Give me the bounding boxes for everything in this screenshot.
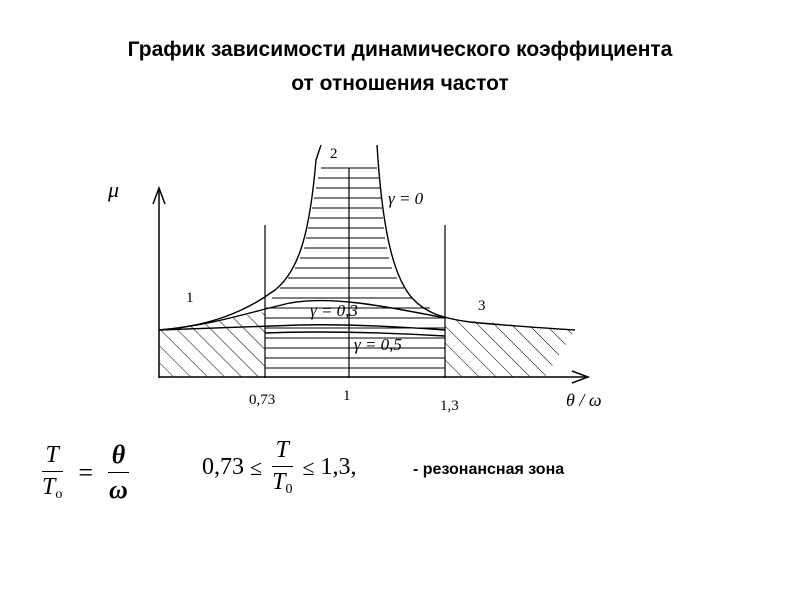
le-sign-1: ≤ bbox=[250, 454, 263, 480]
y-axis-label: μ bbox=[108, 177, 120, 202]
x-tick-label-0-73: 0,73 bbox=[249, 392, 276, 408]
region-label-1: 1 bbox=[186, 290, 194, 306]
period-denominator: $T_o$ bbox=[42, 474, 63, 502]
range-fraction bbox=[268, 437, 296, 498]
frequency-ratio-fraction bbox=[105, 440, 132, 505]
right-hatched-region bbox=[445, 318, 575, 377]
region-label-2: 2 bbox=[330, 146, 338, 162]
title-line-2: от отношения частот bbox=[291, 72, 509, 95]
omega-denominator: ω bbox=[109, 475, 128, 504]
period-sub: o bbox=[55, 487, 63, 502]
region-label-3: 3 bbox=[478, 298, 486, 314]
theta-numerator: θ bbox=[108, 440, 130, 473]
title-line-1: График зависимости динамического коэффициента bbox=[127, 38, 673, 61]
resonance-zone-label: - резонансная зона bbox=[413, 461, 565, 478]
range-denominator: $T_0$ bbox=[272, 469, 293, 497]
equals-sign: = bbox=[78, 457, 94, 487]
frequency-ratio-formula bbox=[38, 440, 132, 505]
range-lower-bound: 0,73 bbox=[202, 454, 244, 480]
x-tick-label-1-3: 1,3 bbox=[440, 398, 459, 414]
period-numerator: T bbox=[42, 442, 63, 472]
curve-label-gamma-0-3: γ = 0,3 bbox=[310, 301, 358, 320]
resonance-range-formula bbox=[202, 437, 357, 498]
range-numerator: T bbox=[272, 437, 293, 467]
range-upper-bound: 1,3, bbox=[320, 454, 357, 480]
x-tick-label-1: 1 bbox=[343, 388, 351, 404]
curve-label-gamma-0: γ = 0 bbox=[388, 189, 424, 208]
curve-gamma-0-right bbox=[377, 145, 575, 330]
range-sub: 0 bbox=[285, 482, 293, 497]
period-ratio-fraction bbox=[38, 442, 66, 503]
x-axis-label: θ / ω bbox=[566, 390, 602, 410]
le-sign-2: ≤ bbox=[302, 454, 315, 480]
curve-label-gamma-0-5: γ = 0,5 bbox=[354, 335, 402, 354]
